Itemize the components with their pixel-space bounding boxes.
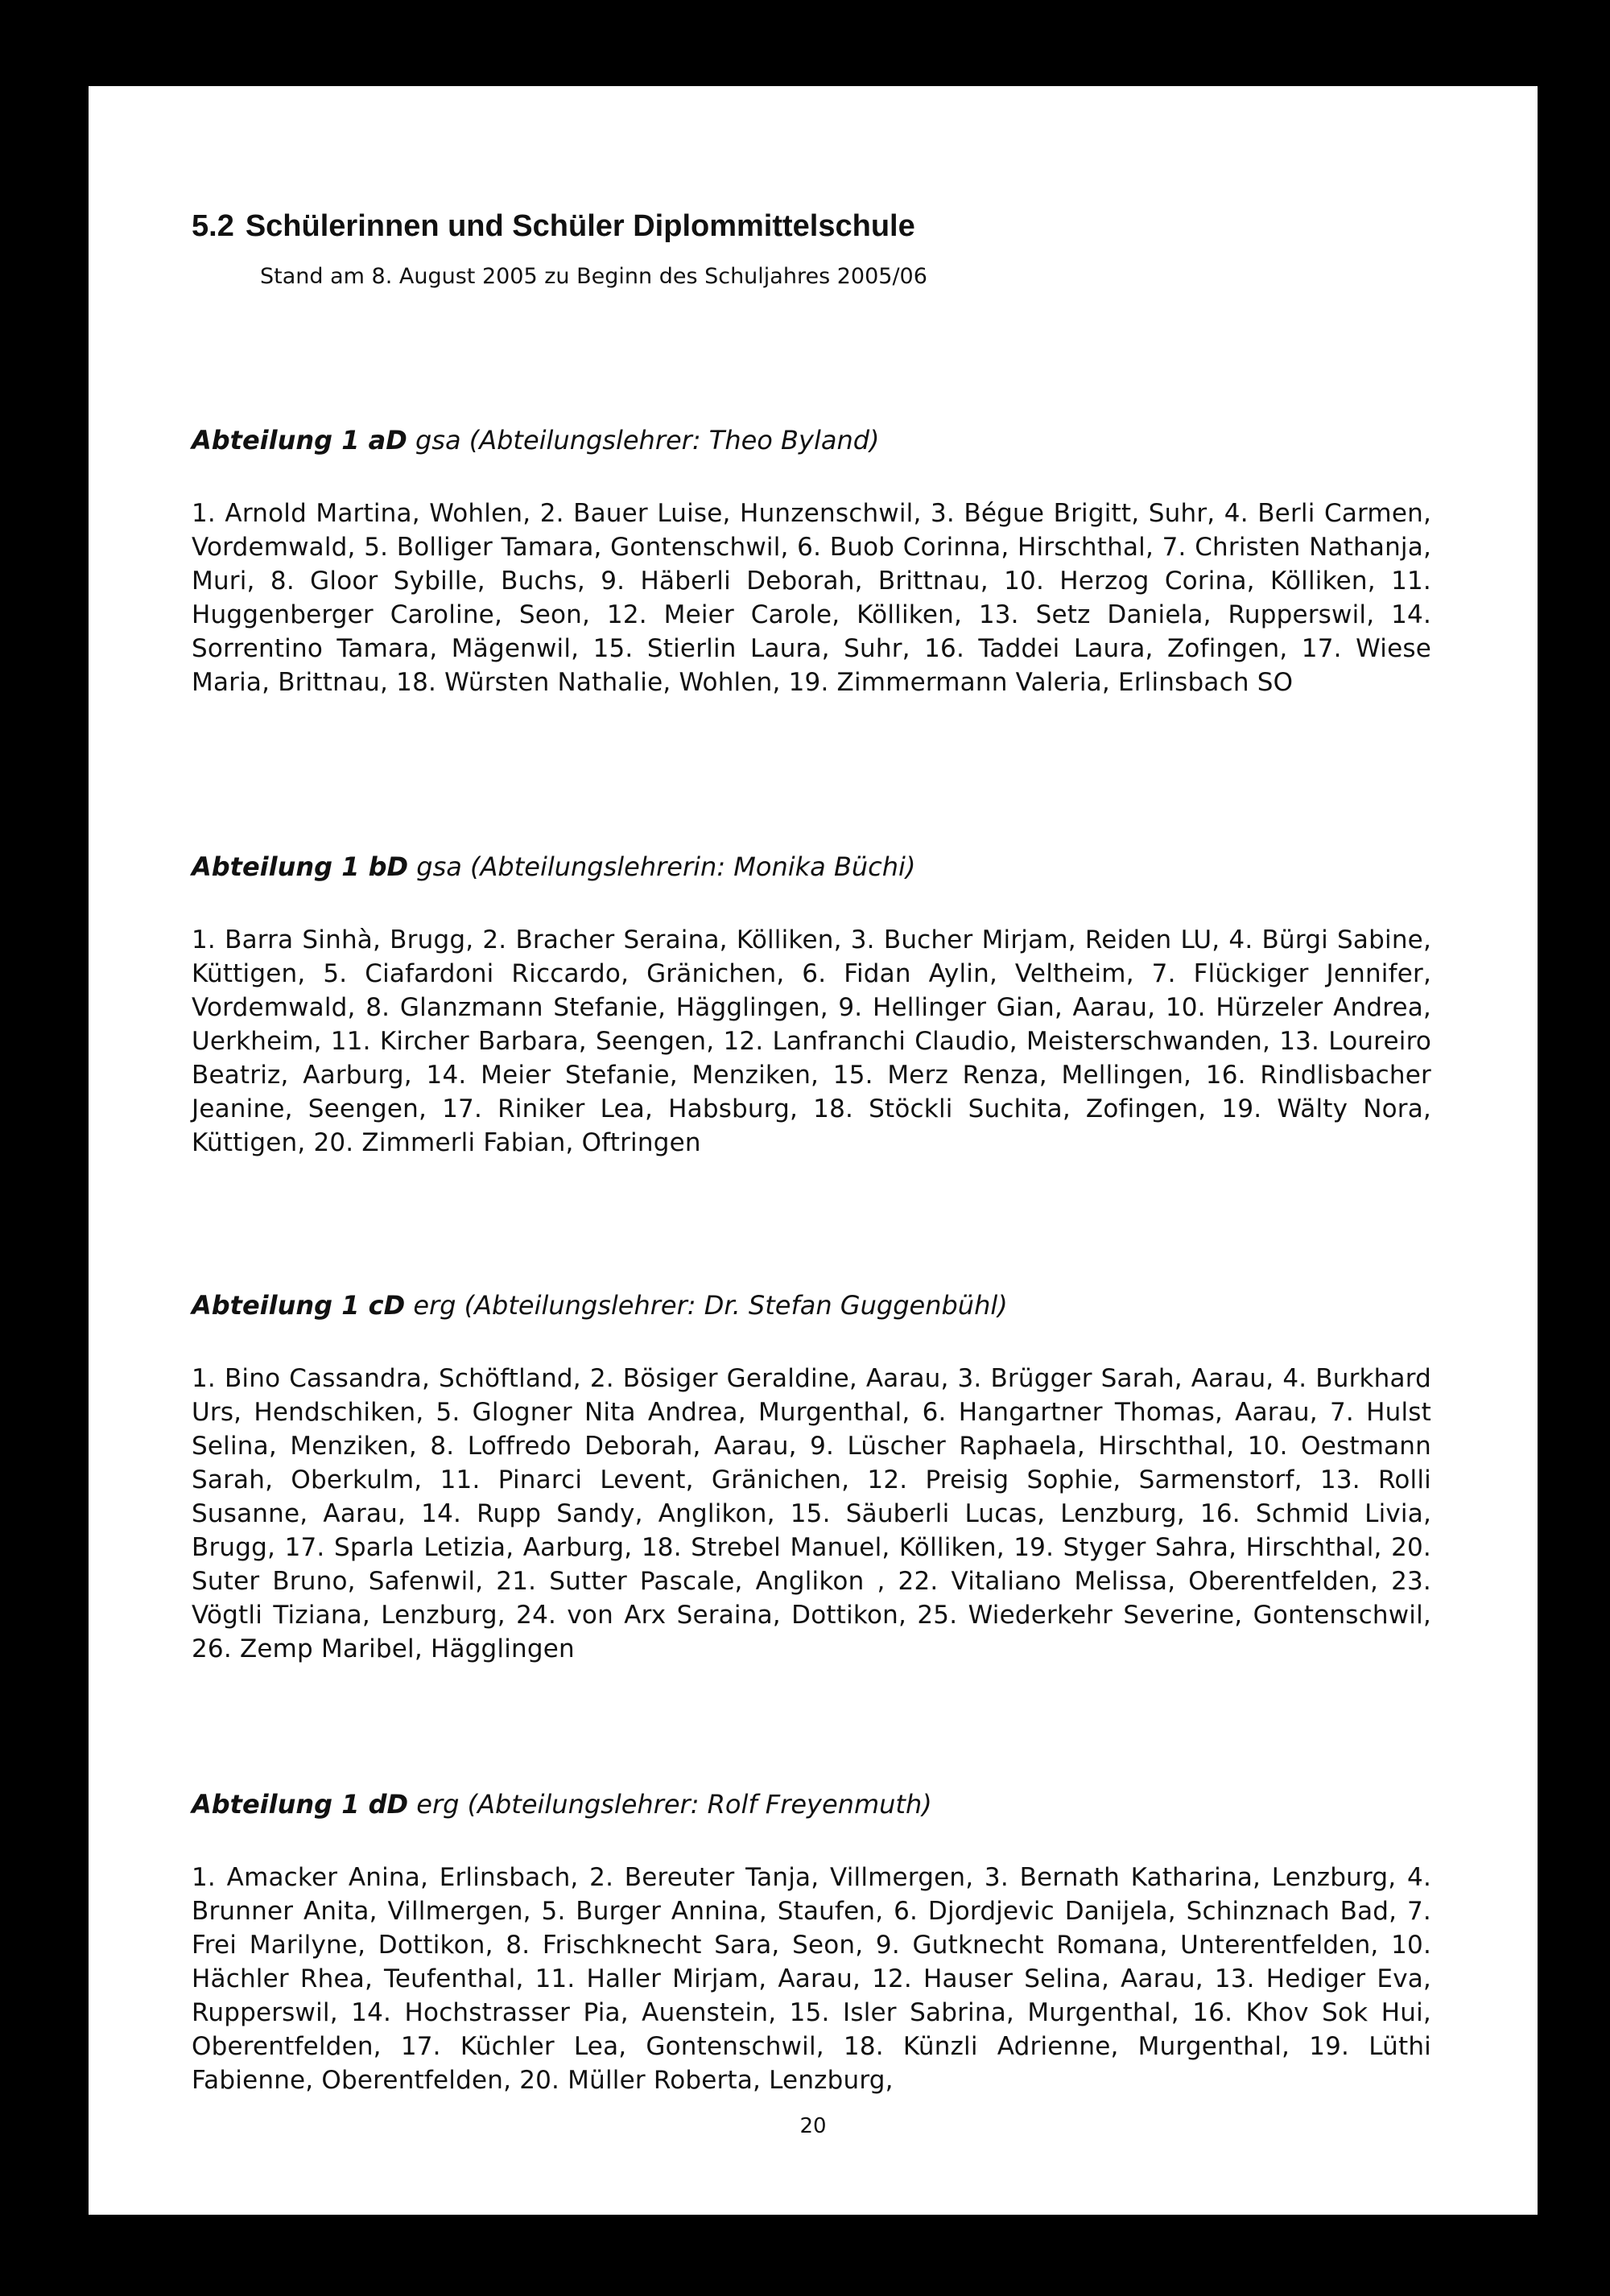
section-teacher: erg (Abteilungslehrer: Rolf Freyenmuth) — [408, 1789, 932, 1820]
section-heading — [192, 851, 1431, 883]
section-label: Abteilung 1 bD — [192, 851, 409, 882]
section-teacher: gsa (Abteilungslehrer: Theo Byland) — [407, 425, 880, 455]
subtitle: Stand am 8. August 2005 zu Beginn des Schuljahres 2005/06 — [260, 264, 927, 289]
page-number: 20 — [799, 2114, 827, 2138]
section-teacher: erg (Abteilungslehrer: Dr. Stefan Guggenbühl) — [405, 1290, 1008, 1321]
section-1dd — [192, 1788, 1431, 2097]
heading-title: Schülerinnen und Schüler Diplommittelschule — [245, 209, 915, 243]
page-content — [192, 207, 1431, 2095]
section-label: Abteilung 1 dD — [192, 1789, 409, 1820]
section-1bd — [192, 851, 1431, 1160]
section-student-list: 1. Bino Cassandra, Schöftland, 2. Bösiger Geraldine, Aarau, 3. Brügger Sarah, Aarau, 4. Burkhard Urs, Hendschiken, 5. Glogner Nita Andrea, Murgenthal, 6. Hangartner Thomas, Aarau, 7. Hulst Selina, Menziken, 8. Loffredo Deborah, Aarau, 9. Lüscher Raphaela, Hirschthal, 10. Oestmann Sarah, Oberkulm, 11. Pinarci Levent, Gränichen, 12. Preisig Sophie, Sarmenstorf, 13. Rolli Susanne, Aarau, 14. Rupp Sandy, Anglikon, 15. Säuberli Lucas, Lenzburg, 16. Schmid Livia, Brugg, 17. Sparla Letizia, Aarburg, 18. Strebel Manuel, Kölliken, 19. Styger Sahra, Hirschthal, 20. Suter Bruno, Safenwil, 21. Sutter Pascale, Anglikon , 22. Vitaliano Melissa, Oberentfelden, 23. Vögtli Tiziana, Lenzburg, 24. von Arx Seraina, Dottikon, 25. Wiederkehr Severine, Gontenschwil, 26. Zemp Maribel, Hägglingen — [192, 1364, 1431, 1663]
section-1cd — [192, 1289, 1431, 1666]
section-student-list: 1. Barra Sinhà, Brugg, 2. Bracher Seraina, Kölliken, 3. Bucher Mirjam, Reiden LU, 4. Bürgi Sabine, Küttigen, 5. Ciafardoni Riccardo, Gränichen, 6. Fidan Aylin, Veltheim, 7. Flückiger Jennifer, Vordemwald, 8. Glanzmann Stefanie, Hägglingen, 9. Hellinger Gian, Aarau, 10. Hürzeler Andrea, Uerkheim, 11. Kircher Barbara, Seengen, 12. Lanfranchi Claudio, Meisterschwanden, 13. Loureiro Beatriz, Aarburg, 14. Meier Stefanie, Menziken, 15. Merz Renza, Mellingen, 16. Rindlisbacher Jeanine, Seengen, 17. Riniker Lea, Habsburg, 18. Stöckli Suchita, Zofingen, 19. Wälty Nora, Küttigen, 20. Zimmerli Fabian, Oftringen — [192, 925, 1431, 1157]
document-page — [89, 86, 1538, 2215]
section-1ad — [192, 424, 1431, 699]
heading-number: 5.2 — [192, 209, 234, 243]
section-student-list: 1. Arnold Martina, Wohlen, 2. Bauer Luise, Hunzenschwil, 3. Bégue Brigitt, Suhr, 4. Berli Carmen, Vordemwald, 5. Bolliger Tamara, Gontenschwil, 6. Buob Corinna, Hirschthal, 7. Christen Nathanja, Muri, 8. Gloor Sybille, Buchs, 9. Häberli Deborah, Brittnau, 10. Herzog Corina, Kölliken, 11. Huggenberger Caroline, Seon, 12. Meier Carole, Kölliken, 13. Setz Daniela, Rupperswil, 14. Sorrentino Tamara, Mägenwil, 15. Stierlin Laura, Suhr, 16. Taddei Laura, Zofingen, 17. Wiese Maria, Brittnau, 18. Würsten Nathalie, Wohlen, 19. Zimmermann Valeria, Erlinsbach SO — [192, 499, 1431, 697]
section-label: Abteilung 1 cD — [192, 1290, 406, 1321]
section-student-list: 1. Amacker Anina, Erlinsbach, 2. Bereuter Tanja, Villmergen, 3. Bernath Katharina, Lenzburg, 4. Brunner Anita, Villmergen, 5. Burger Annina, Staufen, 6. Djordjevic Danijela, Schinznach Bad, 7. Frei Marilyne, Dottikon, 8. Frischknecht Sara, Seon, 9. Gutknecht Romana, Unterentfelden, 10. Hächler Rhea, Teufenthal, 11. Haller Mirjam, Aarau, 12. Hauser Selina, Aarau, 13. Hediger Eva, Rupperswil, 14. Hochstrasser Pia, Auenstein, 15. Isler Sabrina, Murgenthal, 16. Khov Sok Hui, Oberentfelden, 17. Küchler Lea, Gontenschwil, 18. Künzli Adrienne, Murgenthal, 19. Lüthi Fabienne, Oberentfelden, 20. Müller Roberta, Lenzburg, — [192, 1863, 1431, 2095]
section-heading — [192, 424, 1431, 456]
section-teacher: gsa (Abteilungslehrerin: Monika Büchi) — [408, 851, 916, 882]
section-heading — [192, 1788, 1431, 1820]
section-label: Abteilung 1 aD — [192, 425, 407, 455]
page-heading — [192, 207, 1431, 245]
section-heading — [192, 1289, 1431, 1321]
